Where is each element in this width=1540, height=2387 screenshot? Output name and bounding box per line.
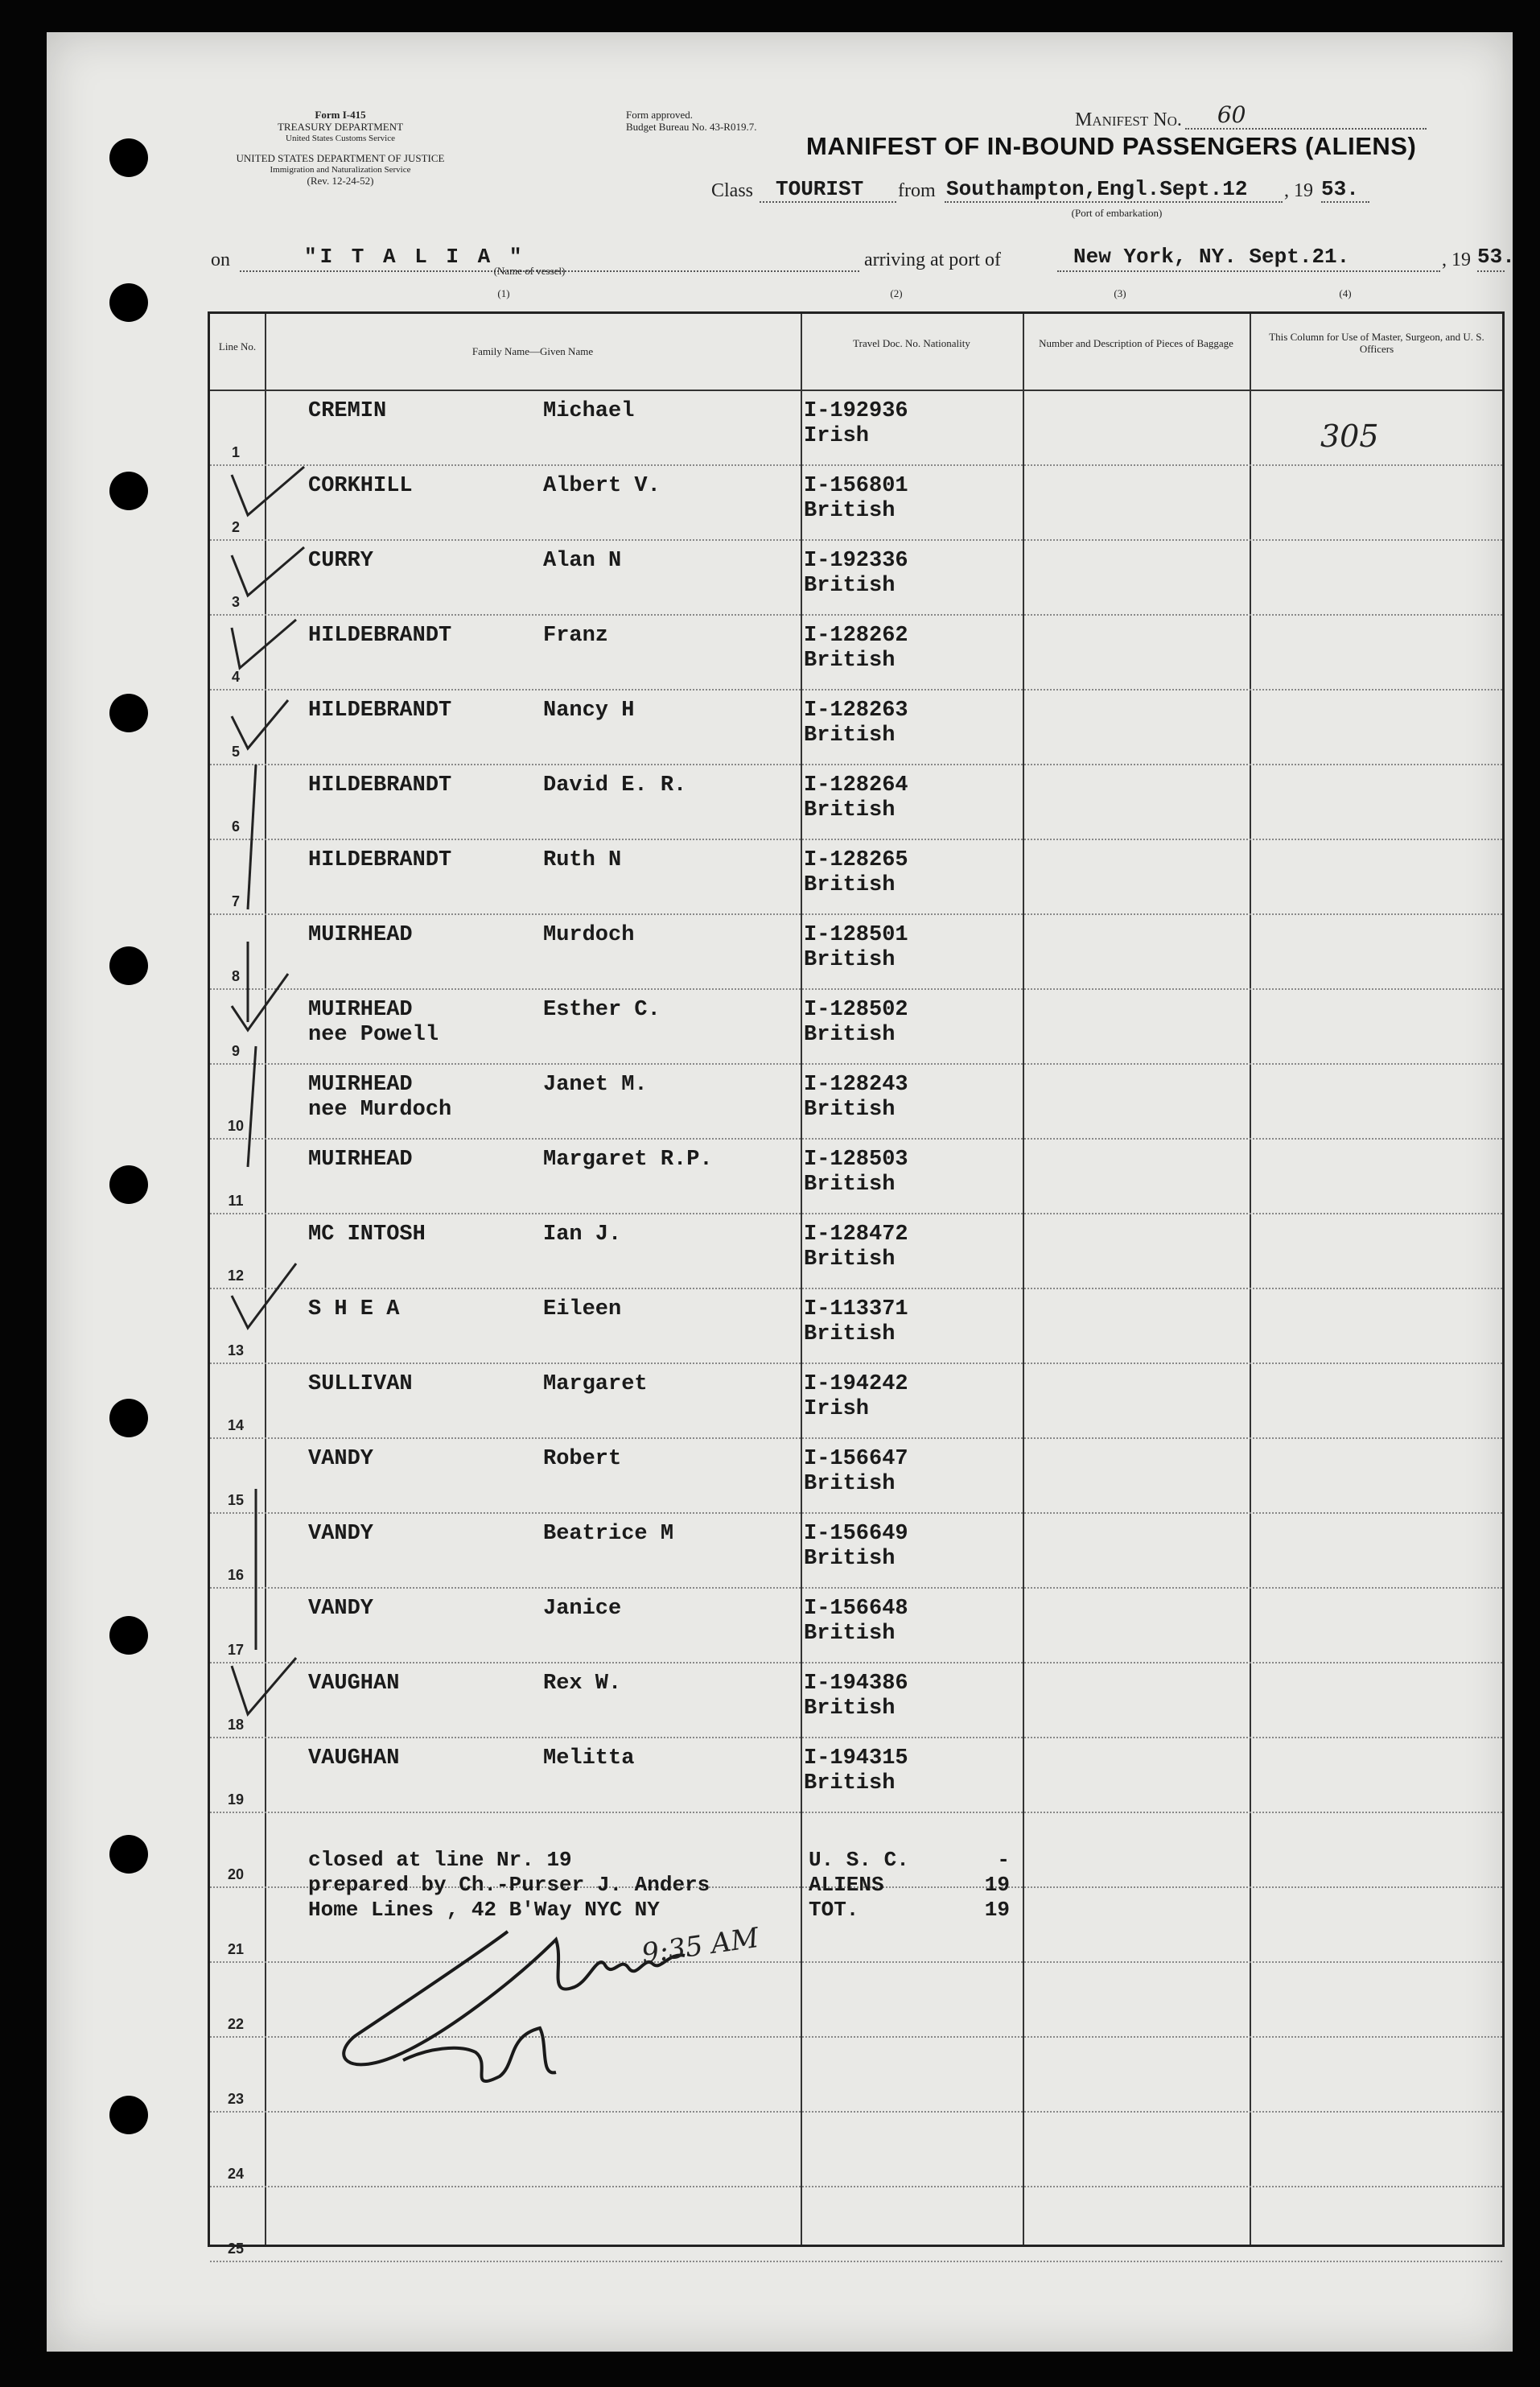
family-name: VAUGHAN xyxy=(308,1672,400,1696)
line-number: 3 xyxy=(231,594,240,610)
given-name: Franz xyxy=(543,624,609,648)
table-row xyxy=(210,1363,1502,1439)
given-name: Eileen xyxy=(543,1297,622,1321)
given-name: Ruth N xyxy=(543,848,622,872)
line-number: 17 xyxy=(227,1642,245,1658)
given-name: Janet M. xyxy=(543,1073,648,1097)
given-name: Janice xyxy=(543,1597,622,1621)
travel-document: I-128262 British xyxy=(804,624,908,673)
line-number: 4 xyxy=(231,669,240,685)
department-block: UNITED STATES DEPARTMENT OF JUSTICE Immigration and Naturalization Service (Rev. 12-24-52) xyxy=(236,152,445,187)
tally-labels: U. S. C. ALIENS TOT. xyxy=(809,1848,909,1922)
column-marker: (1) xyxy=(497,287,510,299)
given-name: Ian J. xyxy=(543,1222,622,1247)
table-row xyxy=(210,464,1502,541)
travel-document: I-128501 British xyxy=(804,923,908,972)
arrival-year: 53. xyxy=(1477,245,1515,269)
table-row xyxy=(210,1662,1502,1738)
header-officers: This Column for Use of Master, Surgeon, and U. S. Officers xyxy=(1269,331,1484,355)
column-marker: (3) xyxy=(1114,287,1126,299)
line-number: 15 xyxy=(227,1492,245,1508)
family-name: HILDEBRANDT xyxy=(308,773,452,798)
given-name: David E. R. xyxy=(543,773,687,798)
travel-document: I-156648 British xyxy=(804,1597,908,1646)
punch-hole xyxy=(109,1835,148,1874)
manifest-page xyxy=(47,32,1513,2352)
manifest-number-line: Manifest No. 60 xyxy=(1075,105,1493,133)
travel-document: I-128503 British xyxy=(804,1148,908,1197)
table-header xyxy=(210,314,1502,391)
family-name: CREMIN xyxy=(308,399,387,423)
punch-hole xyxy=(109,283,148,322)
given-name: Michael xyxy=(543,399,635,423)
travel-document: I-192936 Irish xyxy=(804,399,908,448)
punch-hole xyxy=(109,472,148,510)
line-number: 5 xyxy=(231,744,240,760)
line-number: 8 xyxy=(231,968,240,984)
family-name: VANDY xyxy=(308,1522,374,1546)
family-name: CORKHILL xyxy=(308,474,413,498)
table-row xyxy=(210,1512,1502,1589)
handwritten-time: 9:35 AM xyxy=(639,1921,761,1971)
line-number: 6 xyxy=(231,818,240,835)
given-name: Albert V. xyxy=(543,474,661,498)
arrival-port: New York, NY. Sept.21. xyxy=(1073,245,1350,269)
family-name: MUIRHEAD xyxy=(308,923,413,947)
punch-hole xyxy=(109,138,148,177)
family-name: VAUGHAN xyxy=(308,1746,400,1771)
line-number: 1 xyxy=(231,444,240,460)
family-name: VANDY xyxy=(308,1597,374,1621)
class-value: TOURIST xyxy=(776,177,864,201)
given-name: Margaret R.P. xyxy=(543,1148,713,1172)
line-number: 14 xyxy=(227,1417,245,1433)
given-name: Rex W. xyxy=(543,1672,622,1696)
travel-document: I-156801 British xyxy=(804,474,908,523)
line-number: 25 xyxy=(227,2241,245,2257)
form-approval: Form approved. Budget Bureau No. 43-R019.7. xyxy=(626,109,757,133)
form-number: Form I-415 TREASURY DEPARTMENT United States Customs Service xyxy=(277,109,404,143)
punch-hole xyxy=(109,694,148,732)
vessel-name: "I T A L I A " xyxy=(304,245,525,269)
travel-document: I-156649 British xyxy=(804,1522,908,1571)
travel-document: I-194315 British xyxy=(804,1746,908,1795)
line-number: 13 xyxy=(227,1342,245,1358)
travel-document: I-194386 British xyxy=(804,1672,908,1721)
table-row xyxy=(210,764,1502,840)
header-line-no: Line No. xyxy=(218,340,257,352)
punch-hole xyxy=(109,1616,148,1655)
line-number: 16 xyxy=(227,1567,245,1583)
embarkation-port: Southampton,Engl.Sept.12 xyxy=(946,177,1248,201)
vessel-arrival-line: on "I T A L I A " arriving at port of New York, NY. Sept.21. , 19 53. xyxy=(211,245,1515,270)
officer-note: 305 xyxy=(1320,418,1379,454)
checkmarks xyxy=(208,459,369,1907)
line-number: 23 xyxy=(227,2091,245,2107)
line-number: 7 xyxy=(231,893,240,909)
table-row xyxy=(210,1213,1502,1289)
manifest-title: MANIFEST OF IN-BOUND PASSENGERS (ALIENS) xyxy=(806,132,1417,160)
line-number: 11 xyxy=(228,1193,244,1209)
line-number: 19 xyxy=(227,1791,245,1808)
column-marker: (2) xyxy=(890,287,903,299)
table-row xyxy=(210,988,1502,1065)
table-row xyxy=(210,2186,1502,2262)
header-travel-doc: Travel Doc. No. Nationality xyxy=(853,337,970,349)
passenger-table xyxy=(208,311,1505,2257)
table-row xyxy=(210,539,1502,616)
family-name: HILDEBRANDT xyxy=(308,699,452,723)
manifest-number: 60 xyxy=(1217,101,1246,128)
family-name: VANDY xyxy=(308,1447,374,1471)
header-name: Family Name—Given Name xyxy=(471,345,594,357)
family-name: MUIRHEAD nee Murdoch xyxy=(308,1073,452,1122)
given-name: Alan N xyxy=(543,549,622,573)
vessel-caption: (Name of vessel) xyxy=(493,265,566,277)
closing-notes: closed at line Nr. 19 prepared by Ch.-Purser J. Anders Home Lines , 42 B'Way NYC NY xyxy=(308,1848,710,1922)
table-row xyxy=(210,1737,1502,1813)
given-name: Murdoch xyxy=(543,923,635,947)
punch-hole xyxy=(109,1399,148,1437)
punch-hole xyxy=(109,2096,148,2134)
family-name: MC INTOSH xyxy=(308,1222,426,1247)
punch-hole xyxy=(109,946,148,985)
line-number: 22 xyxy=(227,2016,245,2032)
travel-document: I-128243 British xyxy=(804,1073,908,1122)
inspector-signature xyxy=(307,1907,854,2117)
family-name: S H E A xyxy=(308,1297,400,1321)
tally-values: - 19 19 xyxy=(984,1848,1010,1922)
given-name: Esther C. xyxy=(543,998,661,1022)
family-name: HILDEBRANDT xyxy=(308,848,452,872)
travel-document: I-128265 British xyxy=(804,848,908,897)
table-row xyxy=(210,390,1502,466)
class-from-line: Class TOURIST from Southampton,Engl.Sept.12 , 19 53. xyxy=(711,174,1508,206)
table-row xyxy=(210,1587,1502,1663)
family-name: MUIRHEAD xyxy=(308,1148,413,1172)
family-name: HILDEBRANDT xyxy=(308,624,452,648)
travel-document: I-128472 British xyxy=(804,1222,908,1272)
travel-document: I-128263 British xyxy=(804,699,908,748)
given-name: Melitta xyxy=(543,1746,635,1771)
family-name: SULLIVAN xyxy=(308,1372,413,1396)
travel-document: I-194242 Irish xyxy=(804,1372,908,1421)
family-name: CURRY xyxy=(308,549,374,573)
table-row xyxy=(210,913,1502,990)
line-number: 12 xyxy=(227,1268,245,1284)
line-number: 20 xyxy=(227,1866,245,1882)
table-row xyxy=(210,1437,1502,1514)
embarkation-year: 53. xyxy=(1321,177,1359,201)
given-name: Margaret xyxy=(543,1372,648,1396)
line-number: 10 xyxy=(227,1118,245,1134)
table-row xyxy=(210,2111,1502,2187)
travel-document: I-156647 British xyxy=(804,1447,908,1496)
table-row xyxy=(210,689,1502,765)
given-name: Nancy H xyxy=(543,699,635,723)
travel-document: I-192336 British xyxy=(804,549,908,598)
given-name: Robert xyxy=(543,1447,622,1471)
line-number: 9 xyxy=(231,1043,240,1059)
travel-document: I-128264 British xyxy=(804,773,908,822)
header-baggage: Number and Description of Pieces of Baggage xyxy=(1039,337,1233,349)
family-name: MUIRHEAD nee Powell xyxy=(308,998,439,1047)
table-row xyxy=(210,1063,1502,1140)
embarkation-caption: (Port of embarkation) xyxy=(1071,207,1163,219)
travel-document: I-113371 British xyxy=(804,1297,908,1346)
table-row xyxy=(210,614,1502,691)
line-number: 18 xyxy=(227,1717,245,1733)
line-number: 2 xyxy=(231,519,240,535)
travel-document: I-128502 British xyxy=(804,998,908,1047)
line-number: 21 xyxy=(227,1941,245,1957)
line-number: 24 xyxy=(227,2166,245,2182)
column-marker: (4) xyxy=(1339,287,1352,299)
table-row xyxy=(210,839,1502,915)
table-row xyxy=(210,1138,1502,1214)
punch-hole xyxy=(109,1165,148,1204)
table-row xyxy=(210,1288,1502,1364)
given-name: Beatrice M xyxy=(543,1522,674,1546)
